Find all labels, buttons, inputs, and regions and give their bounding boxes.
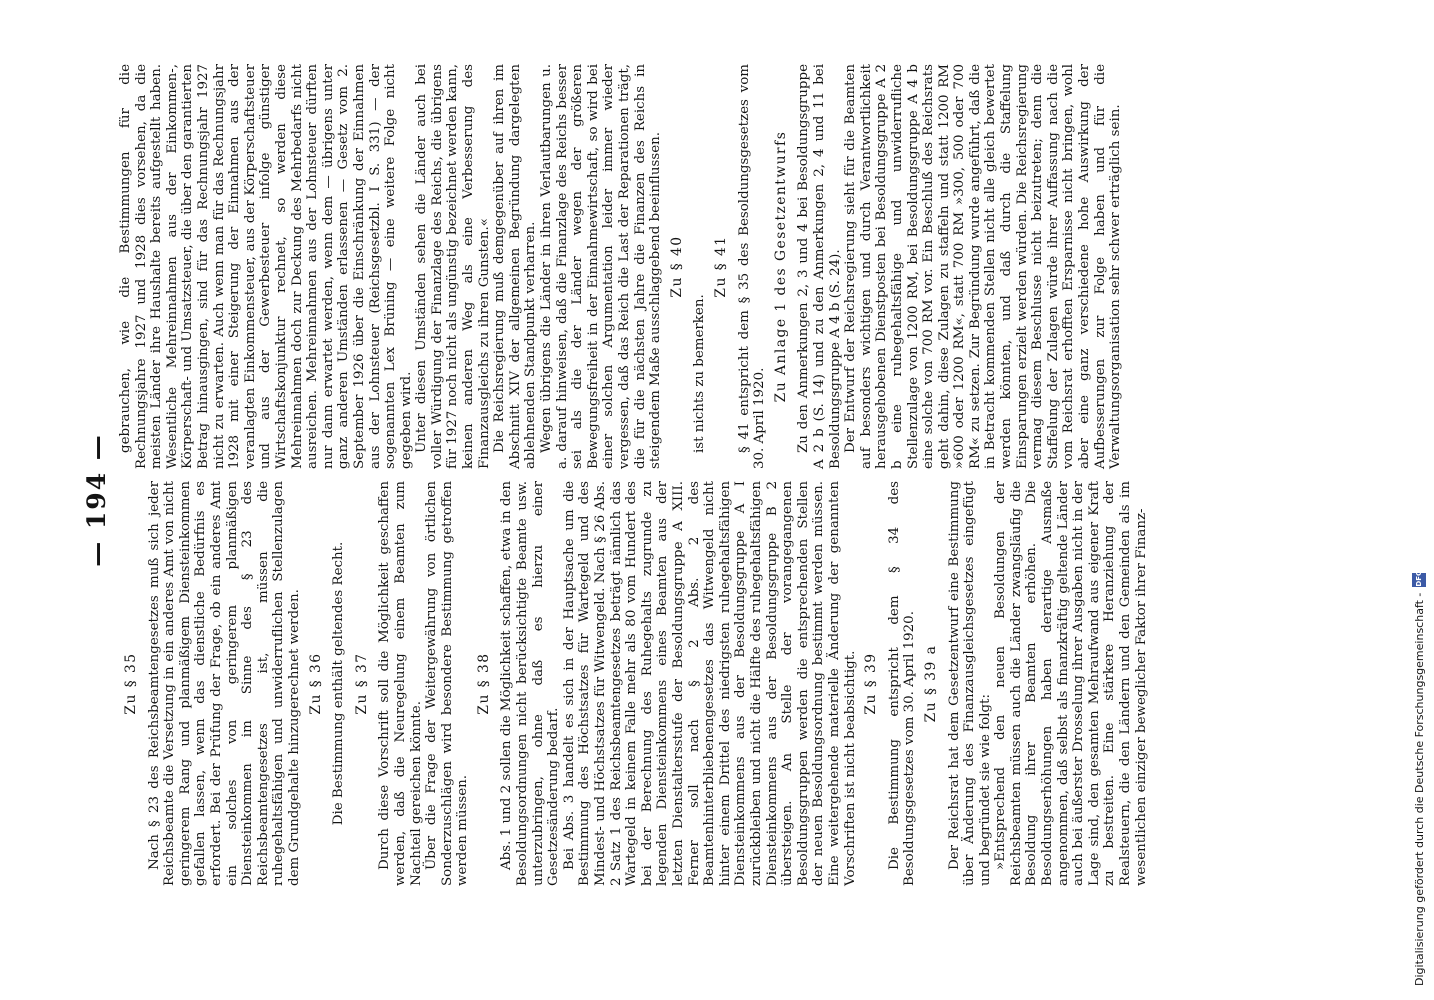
section-heading: Zu § 37 bbox=[353, 652, 370, 715]
section-heading: Zu § 38 bbox=[475, 652, 492, 715]
section-heading: Zu § 36 bbox=[307, 652, 324, 715]
paragraph: Über die Frage der Weitergewährung von örtlichen Sonderzuschlägen wird besondere Bestimmung getroffen werden müssen. bbox=[424, 481, 471, 886]
paragraph: Der Reichsrat hat dem Gesetzentwurf eine Bestimmung über Änderung des Finanzausgleichsgesetzes eingefügt und begründet sie wie folgt: bbox=[946, 481, 993, 886]
paragraph: Unter diesen Umständen sehen die Länder auch bei voller Würdigung der Finanzlage des Reichs, die übrigens für 1927 noch nicht als ungünstig bezeichnet werden kann, keinen anderen Weg als eine Verbesserung des Finanzausgleichs zu ihren Gunsten.« bbox=[414, 64, 492, 469]
paragraph: Nach § 23 des Reichsbeamtengesetzes muß sich jeder Reichsbeamte die Versetzung in ein anderes Amt von nicht geringerem Rang und planmäßigem Diensteinkommen gefallen lassen, wenn das dienstliche Bedürfnis es erfordert. Bei der Prüfung der Frage, ob ein anderes Amt ein solches von geringerem planmäßigen Diensteinkommen im Sinne des § 23 des Reichsbeamtengesetzes ist, müssen die ruhegehaltsfähigen und unwiderruflichen Stellenzulagen dem Grundgehalte hinzugerechnet werden. bbox=[146, 481, 302, 886]
paragraph: Durch diese Vorschrift soll die Möglichkeit geschaffen werden, daß die Neuregelung einem Beamten zum Nachteil gereichen könnte. bbox=[377, 481, 424, 886]
paragraph: Die Bestimmung enthält geltendes Recht. bbox=[331, 541, 347, 826]
paragraph: Abs. 1 und 2 sollen die Möglichkeit schaffen, etwa in den Besoldungsordnungen nicht berücksichtigte Beamte usw. unterzubringen, ohne daß es hierzu einer Gesetzesänderung bedarf. bbox=[499, 481, 562, 886]
paragraph: Wegen übrigens die Länder in ihren Verlautbarungen u. a. darauf hinweisen, daß die Finanzlage des Reichs besser sei als die der Länder wegen der größeren Bewegungsfreiheit in der Einnahmewirtschaft, so wird bei einer solchen Argumentation leider immer wieder vergessen, daß das Reich die Last der Reparationen trägt, die für die nächsten Jahre die Finanzen des Reichs in steigendem Maße ausschlaggebend beeinflussen. bbox=[539, 64, 664, 469]
right-column bbox=[118, 64, 1124, 469]
section-heading: Zu § 35 bbox=[123, 652, 139, 715]
section-heading: Zu § 39 bbox=[863, 652, 880, 715]
section-heading: Zu § 41 bbox=[712, 235, 729, 298]
paragraph: »Entsprechend den neuen Besoldungen der Reichsbeamten müssen auch die Länder zwangsläufig die Besoldung ihrer Beamten erhöhen. Die Besoldungserhöhungen haben derartige Ausmaße angenommen, daß selbst als finanzkräftig geltende Länder auch bei äußerster Drosselung ihrer Ausgaben nicht in der Lage sind, den gesamten Mehraufwand aus eigener Kraft zu bestreiten. Eine stärkere Heranziehung der Realsteuern, die den Ländern und den Gemeinden als im wesentlichen einziger beweglicher Faktor ihrer Finanz- bbox=[993, 481, 1149, 886]
paragraph: § 41 entspricht dem § 35 des Besoldungsgesetzes vom 30. April 1920. bbox=[736, 64, 768, 469]
dfg-logo: DFG bbox=[1412, 573, 1426, 587]
paragraph: Bei Abs. 3 handelt es sich in der Hauptsache um die Bestimmung des Höchstsatzes für Wartegeld und des Mindest- und Höchstsatzes für Witwengeld. Nach § 26 Abs. 2 Satz 1 des Reichsbeamtengesetzes beträgt nämlich das Wartegeld in keinem Falle mehr als 80 vom Hundert des bei der Berechnung des Ruhegehalts zugrunde zu legenden Diensteinkommens eines Beamten aus der letzten Dienstaltersstufe der Besoldungsgruppe A XIII. Ferner soll nach § 2 Abs. 2 des Beamtenhinterbliebenengesetzes das Witwengeld nicht hinter einem Drittel des niedrigsten ruhegehaltsfähigen Diensteinkommens aus der Besoldungsgruppe A I zurückbleiben und nicht die Hälfte des ruhegehaltsfähigen Diensteinkommens aus der Besoldungsgruppe B 2 übersteigen. An Stelle der vorangegangenen Besoldungsgruppen werden die entsprechenden Stellen der neuen Besoldungsordnung bestimmt werden müssen. Eine weitergehende materielle Änderung der genannten Vorschriften ist nicht beabsichtigt. bbox=[561, 481, 858, 886]
paragraph: Zu den Anmerkungen 2, 3 und 4 bei Besoldungsgruppe A 2 b (S. 14) und zu den Anmerkungen 2, 4 und 11 bei Besoldungsgruppe A 4 b (S. 24). bbox=[796, 64, 843, 469]
left-column bbox=[118, 481, 1149, 886]
paragraph: Der Entwurf der Reichsregierung sieht für die Beamten auf besonders wichtigen und durch Verantwortlichkeit herausgehobenen Dienstposten bei Besoldungsgruppe A 2 b eine ruhegehaltsfähige und unwiderrufliche Stellenzulage von 1200 RM, bei Besoldungsgruppe A 4 b eine solche von 700 RM vor. Ein Beschluß des Reichsrats geht dahin, diese Zulagen zu staffeln und statt 1200 RM »600 oder 1200 RM«, statt 700 RM »300, 500 oder 700 RM« zu setzen. Zur Begründung wurde angeführt, daß die in Betracht kommenden Stellen nicht alle gleich bewertet werden könnten, und daß durch die Staffelung Einsparungen erzielt werden würden. Die Reichsregierung vermag diesem Beschlusse nicht beizutreten; denn die Staffelung der Zulagen würde ihrer Auffassung nach die vom Reichsrat erhofften Ersparnisse nicht bringen, wohl aber eine ganz verschiedene hohe Auswirkung der Aufbesserungen zur Folge haben und für die Verwaltungsorganisation sehr schwer erträglich sein. bbox=[843, 64, 1124, 469]
section-heading: Zu § 39 a bbox=[922, 644, 939, 723]
paragraph: Die Bestimmung entspricht dem § 34 des Besoldungsgesetzes vom 30. April 1920. bbox=[886, 481, 918, 886]
paragraph: ist nichts zu bemerken. bbox=[692, 294, 708, 453]
section-heading: Zu Anlage 1 des Gesetzentwurfs bbox=[772, 130, 789, 403]
page-number: — 194 — bbox=[82, 433, 111, 567]
section-heading: Zu § 40 bbox=[668, 235, 685, 298]
digitization-footer bbox=[1412, 0, 1426, 1000]
footer-text: Digitalisierung gefördert durch die Deutsche Forschungsgemeinschaft - bbox=[1412, 592, 1426, 986]
paragraph: gebrauchen, wie die Bestimmungen für die Rechnungsjahre 1927 und 1928 dies vorsehen, da die meisten Länder ihre Haushalte bereits aufgestellt haben. Wesentliche Mehreinnahmen aus der Einkommen-, Körperschaft- und Umsatzsteuer, die über den garantierten Betrag hinausgingen, sind für das Rechnungsjahr 1927 nicht zu erwarten. Auch wenn man für das Rechnungsjahr 1928 mit einer Steigerung der Einnahmen aus der veranlagten Einkommensteuer, aus der Körperschaftsteuer und aus der Gewerbesteuer infolge günstiger Wirtschaftskonjunktur rechnet, so werden diese Mehreinnahmen doch zur Deckung des Mehrbedarfs nicht ausreichen. Mehreinnahmen aus der Lohnsteuer dürften nur dann erwartet werden, wenn dem — übrigens unter ganz anderen Umständen erlassenen — Gesetz vom 2. September 1926 über die Einschränkung der Einnahmen aus der Lohnsteuer (Reichsgesetzbl. I S. 331) — der sogenannten Lex Brüning — eine weitere Folge nicht gegeben wird. bbox=[118, 64, 414, 469]
paragraph: Die Reichsregierung muß demgegenüber auf ihren im Abschnitt XIV der allgemeinen Begründung dargelegten ablehnenden Standpunkt verharren. bbox=[492, 64, 539, 469]
